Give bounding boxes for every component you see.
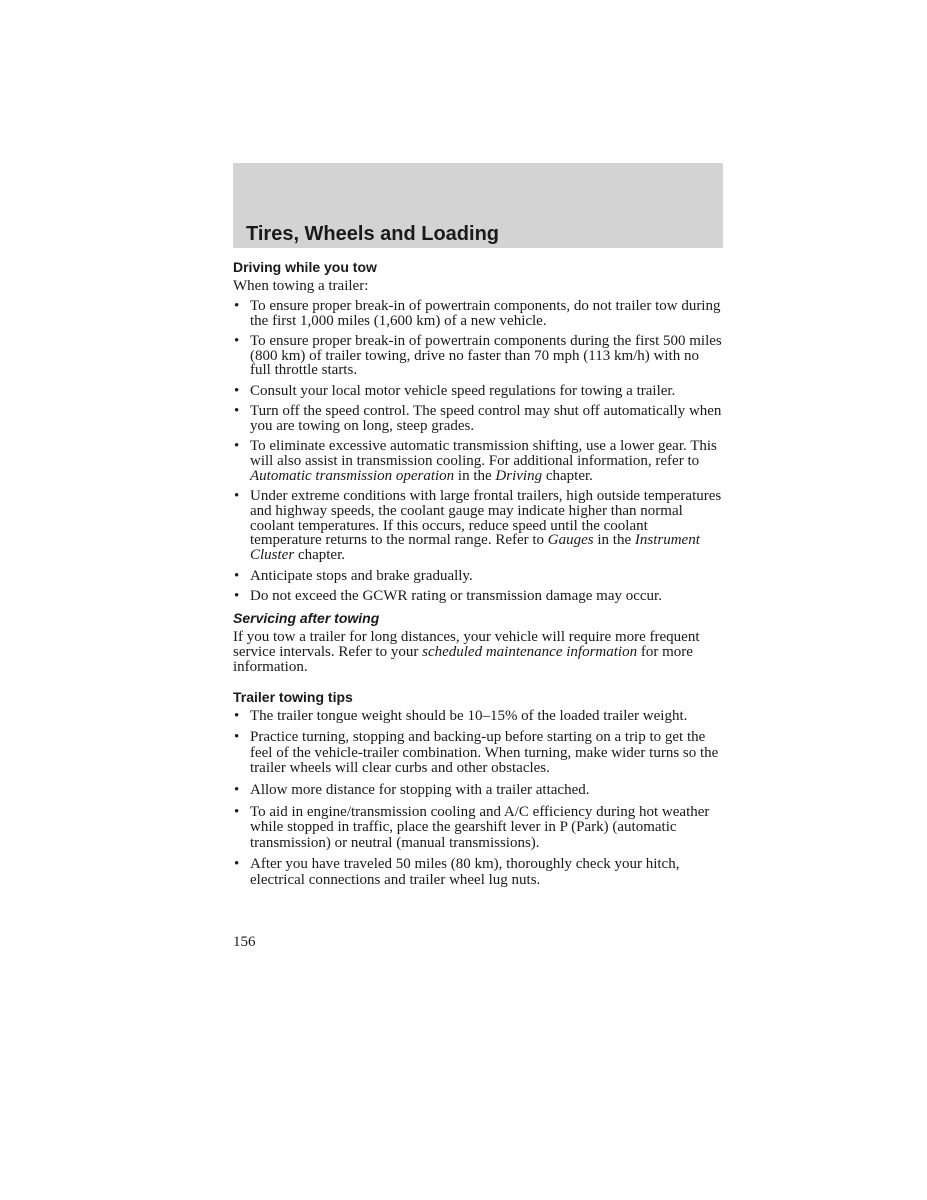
list-item: • Anticipate stops and brake gradually.	[233, 569, 723, 584]
section-heading: Driving while you tow	[233, 259, 377, 275]
list-item	[233, 489, 723, 563]
list-item: • To aid in engine/transmission cooling and A/C efficiency during hot weather while stopped in traffic, place the gearshift lever in P (Park) (automatic transmission) or neutral (manual transmissions).	[233, 805, 723, 852]
list-item: • The trailer tongue weight should be 10–15% of the loaded trailer weight.	[233, 709, 723, 725]
list-item: • To ensure proper break-in of powertrain components, do not trailer tow during the first 1,000 miles (1,600 km) of a new vehicle.	[233, 299, 723, 329]
section-paragraph	[233, 630, 723, 674]
text-run: If you tow a trailer for long distances, your vehicle will require more frequent service intervals. Refer to your	[233, 629, 700, 660]
text-run: for more information.	[233, 643, 693, 675]
text-run: chapter.	[294, 547, 345, 564]
text-run: in the	[454, 467, 496, 484]
list-item: • Turn off the speed control. The speed control may shut off automatically when you are towing on long, steep grades.	[233, 404, 723, 434]
cross-reference: Driving	[495, 467, 543, 484]
list-item: • Do not exceed the GCWR rating or transmission damage may occur.	[233, 589, 723, 604]
page-content	[233, 258, 723, 894]
list-item	[233, 439, 723, 483]
section-driving-while-you-tow	[233, 258, 723, 604]
section-heading: Servicing after towing	[233, 610, 380, 627]
text-run: To eliminate excessive automatic transmission shifting, use a lower gear. This will also assist in transmission cooling. For additional information, refer to	[250, 438, 717, 469]
text-run: chapter.	[542, 467, 593, 484]
text-run: in the	[593, 532, 635, 549]
bullet-list	[233, 709, 723, 889]
list-item: • To ensure proper break-in of powertrain components during the first 500 miles (800 km) of trailer towing, drive no faster than 70 mph (113 km/h) with no full throttle starts.	[233, 334, 723, 378]
list-item: • Practice turning, stopping and backing-up before starting on a trip to get the feel of the vehicle-trailer combination. When turning, make wider turns so the trailer wheels will clear curbs and other obstacles.	[233, 730, 723, 777]
cross-reference: scheduled maintenance information	[422, 643, 638, 660]
chapter-title: Tires, Wheels and Loading	[246, 223, 500, 245]
cross-reference: Instrument Cluster	[250, 532, 700, 564]
text-run: Under extreme conditions with large frontal trailers, high outside temperatures and highway speeds, the coolant gauge may indicate higher than normal coolant temperatures. If this occurs, reduce speed until the coolant temperature returns to the normal range. Refer to	[250, 488, 722, 549]
section-servicing-after-towing	[233, 609, 723, 674]
list-item: • Allow more distance for stopping with a trailer attached.	[233, 783, 723, 799]
cross-reference: Gauges	[547, 532, 594, 549]
section-heading: Trailer towing tips	[233, 688, 353, 705]
page-number: 156	[233, 934, 256, 950]
section-trailer-towing-tips	[233, 688, 723, 889]
section-intro: When towing a trailer:	[233, 278, 369, 294]
chapter-header-band	[233, 163, 723, 248]
list-item: • Consult your local motor vehicle speed regulations for towing a trailer.	[233, 384, 723, 399]
cross-reference: Automatic transmission operation	[250, 467, 455, 484]
list-item: • After you have traveled 50 miles (80 km), thoroughly check your hitch, electrical connections and trailer wheel lug nuts.	[233, 857, 723, 888]
bullet-list	[233, 299, 723, 604]
